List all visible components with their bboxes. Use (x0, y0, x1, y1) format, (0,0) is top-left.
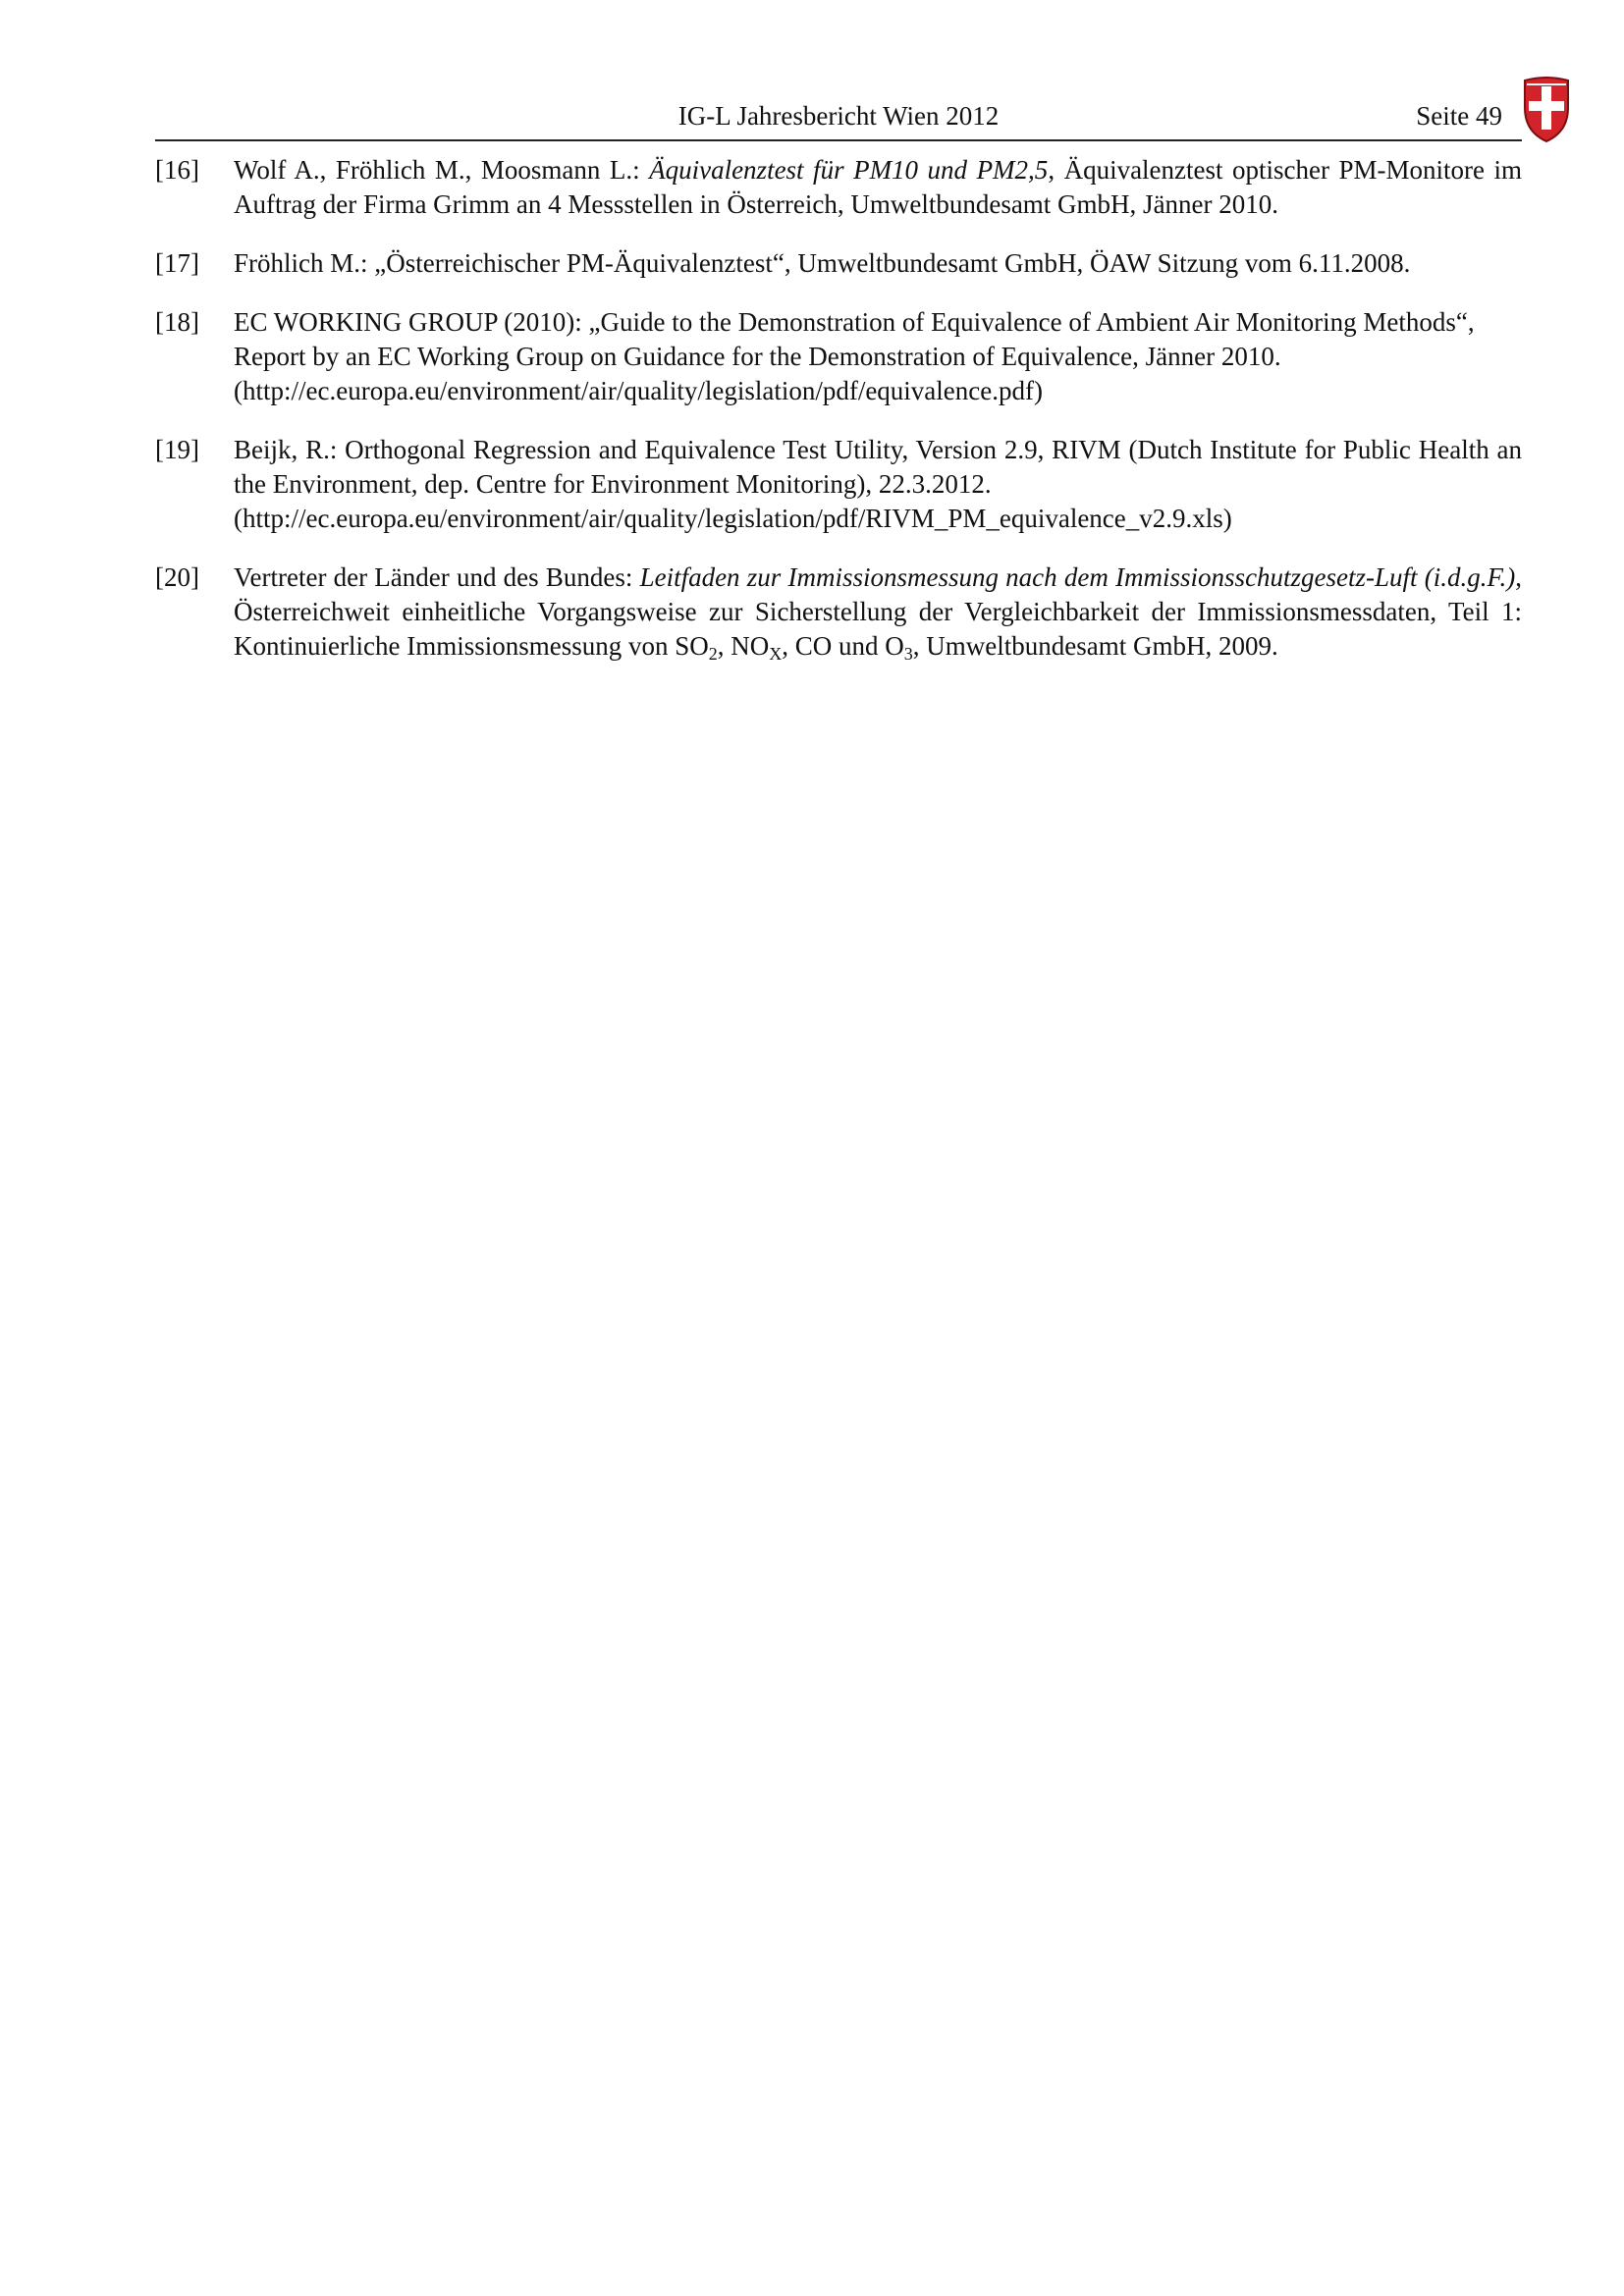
reference-item-16 (155, 153, 1522, 222)
reference-number: [18] (155, 307, 199, 337)
reference-number: [16] (155, 155, 199, 185)
reference-url: (http://ec.europa.eu/environment/air/quality/legislation/pdf/equivalence.pdf) (234, 376, 1043, 405)
reference-text: Wolf A., Fröhlich M., Moosmann L.: Äquivalenztest für PM10 und PM2,5, Äquivalenztest optischer PM-Monitore im Auftrag der Firma Grimm an 4 Messstellen in Österreich, Umweltbundesamt GmbH, Jänner 2010. (234, 155, 1522, 219)
reference-number: [19] (155, 435, 199, 464)
reference-item-18 (155, 305, 1522, 408)
reference-text: Fröhlich M.: „Österreichischer PM-Äquivalenztest“, Umweltbundesamt GmbH, ÖAW Sitzung vom 6.11.2008. (234, 248, 1411, 278)
reference-number: [17] (155, 248, 199, 278)
reference-item-19 (155, 433, 1522, 536)
reference-item-17 (155, 246, 1522, 281)
reference-text: Beijk, R.: Orthogonal Regression and Equivalence Test Utility, Version 2.9, RIVM (Dutch Institute for Public Health an the Environment, dep. Centre for Environment Monitoring), 22.3.2012. (http://ec.europa.eu/environment/air/quality/legislation/pdf/RIVM_PM_equivalence_v2.9.xls) (234, 433, 1522, 536)
page-number: Seite 49 (1416, 101, 1502, 131)
page-header (155, 96, 1522, 141)
reference-title: Äquivalenztest für PM10 und PM2,5 (649, 155, 1049, 185)
reference-item-20 (155, 561, 1522, 664)
reference-number: [20] (155, 562, 199, 592)
reference-list (155, 153, 1522, 688)
reference-text: EC WORKING GROUP (2010): „Guide to the Demonstration of Equivalence of Ambient Air Monitoring Methods“, Report by an EC Working Group on Guidance for the Demonstration of Equivalence, Jänner 2010. (http://ec.europa.eu/environment/air/quality/legislation/pdf/equivalence.pdf) (234, 305, 1522, 408)
vienna-coat-of-arms-icon (1522, 75, 1571, 143)
header-title: IG-L Jahresbericht Wien 2012 (677, 101, 1000, 131)
reference-title: Leitfaden zur Immissionsmessung nach dem Immissionsschutzgesetz-Luft (i.d.g.F.) (639, 562, 1516, 592)
reference-url: (http://ec.europa.eu/environment/air/quality/legislation/pdf/RIVM_PM_equivalence_v2.9.xls) (234, 504, 1232, 533)
reference-text: Vertreter der Länder und des Bundes: Leitfaden zur Immissionsmessung nach dem Immissionsschutzgesetz-Luft (i.d.g.F.), Österreichweit einheitliche Vorgangsweise zur Sicherstellung der Vergleichbarkeit der Immissionsmessdaten, Teil 1: Kontinuierliche Immissionsmessung von $SO_2$, $NO_X$, CO und $O_3$, Umweltbundesamt GmbH, 2009. (234, 562, 1522, 664)
